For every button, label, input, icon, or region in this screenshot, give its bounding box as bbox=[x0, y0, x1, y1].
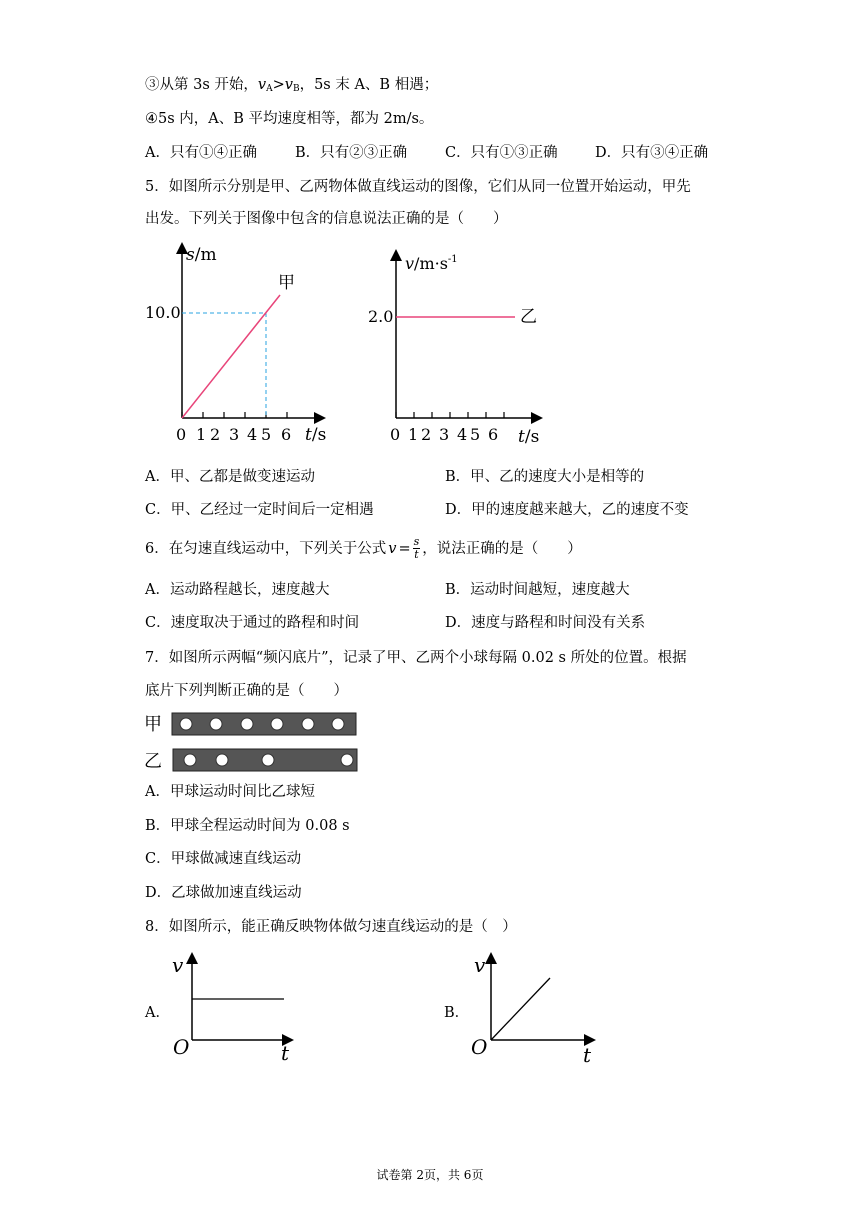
q7-option-b[interactable]: B．甲球全程运动时间为 0.08 s bbox=[145, 818, 350, 834]
svg-text:0: 0 bbox=[390, 425, 401, 444]
q4-option-a[interactable]: A．只有①④正确 bbox=[145, 145, 257, 161]
q4-option-d[interactable]: D．只有③④正确 bbox=[595, 145, 709, 161]
q7-option-c[interactable]: C．甲球做减速直线运动 bbox=[145, 851, 302, 867]
strip1 bbox=[172, 713, 356, 735]
graph-a-origin: O bbox=[173, 1035, 190, 1059]
q5-graph-s-t bbox=[140, 240, 340, 450]
q5-option-a[interactable]: A．甲、乙都是做变速运动 bbox=[145, 469, 315, 485]
q6-stem: 6．在匀速直线运动中，下列关于公式 v = $\frac{s}{t}$ ，说法正确的是（ ） bbox=[145, 535, 582, 561]
q7-option-a[interactable]: A．甲球运动时间比乙球短 bbox=[145, 784, 315, 800]
svg-text:1: 1 bbox=[408, 425, 419, 444]
graph1-yvalue: 10.0 bbox=[145, 303, 181, 322]
svg-text:3: 3 bbox=[439, 425, 450, 444]
q6-formula: v = $\frac{s}{t}$ bbox=[388, 535, 420, 561]
svg-text:4: 4 bbox=[247, 425, 258, 444]
svg-text:5: 5 bbox=[470, 425, 481, 444]
q4-option-c[interactable]: C．只有①③正确 bbox=[445, 145, 558, 161]
q7-option-d[interactable]: D．乙球做加速直线运动 bbox=[145, 885, 302, 901]
graph-b-line bbox=[491, 978, 550, 1040]
svg-text:2: 2 bbox=[421, 425, 432, 444]
q8-stem: 8．如图所示，能正确反映物体做匀速直线运动的是（ ） bbox=[145, 919, 517, 935]
q8-option-a-label[interactable]: A． bbox=[145, 1005, 170, 1021]
q5-graph-v-t bbox=[355, 240, 555, 450]
q7-stem-line-1: 7．如图所示两幅“频闪底片”，记录了甲、乙两个小球每隔 0.02 s 所处的位置。根据 bbox=[145, 650, 687, 666]
q7-stem-line-2: 底片下列判断正确的是（ ） bbox=[145, 683, 348, 699]
svg-text:6: 6 bbox=[488, 425, 499, 444]
q5-stem-line-2: 出发。下列关于图像中包含的信息说法正确的是（ ） bbox=[145, 211, 508, 227]
graph-b-ylabel: v bbox=[474, 953, 486, 977]
q4-option-b[interactable]: B．只有②③正确 bbox=[295, 145, 408, 161]
q8-option-b-label[interactable]: B． bbox=[444, 1005, 470, 1021]
graph-b-xlabel: t bbox=[583, 1043, 592, 1067]
strip2-label: 乙 bbox=[144, 751, 162, 772]
q6-option-d[interactable]: D．速度与路程和时间没有关系 bbox=[445, 615, 646, 631]
q4-statement-3: ③从第 3s 开始，$v_A>v_B$，5s 末 A、B 相遇； bbox=[145, 77, 439, 94]
q6-option-a[interactable]: A．运动路程越长，速度越大 bbox=[145, 582, 330, 598]
svg-text:5: 5 bbox=[261, 425, 272, 444]
q5-stem-line-1: 5．如图所示分别是甲、乙两物体做直线运动的图像，它们从同一位置开始运动，甲先 bbox=[145, 179, 691, 195]
graph1-series-label: 甲 bbox=[278, 273, 295, 293]
graph-b-origin: O bbox=[471, 1035, 488, 1059]
graph2-xlabel: t/s bbox=[518, 427, 540, 447]
graph2-ylabel: $v/m\cdot s^{-1}$ bbox=[405, 254, 458, 273]
graph1-ylabel: s/m bbox=[186, 245, 217, 265]
svg-text:3: 3 bbox=[229, 425, 240, 444]
q4-statement-4: ④5s 内，A、B 平均速度相等，都为 2m/s。 bbox=[145, 111, 434, 127]
graph1-xlabel: t/s bbox=[305, 425, 327, 445]
q5-option-c[interactable]: C．甲、乙经过一定时间后一定相遇 bbox=[145, 502, 374, 518]
q5-option-b[interactable]: B．甲、乙的速度大小是相等的 bbox=[445, 469, 645, 485]
q8-graph-b bbox=[470, 950, 600, 1070]
q8-graph-a bbox=[170, 950, 300, 1070]
svg-text:2: 2 bbox=[210, 425, 221, 444]
svg-text:1: 1 bbox=[196, 425, 207, 444]
strip1-label: 甲 bbox=[144, 714, 162, 735]
graph2-yvalue: 2.0 bbox=[368, 307, 394, 326]
q6-option-b[interactable]: B．运动时间越短，速度越大 bbox=[445, 582, 630, 598]
graph1-ticks bbox=[182, 412, 287, 418]
q6-option-c[interactable]: C．速度取决于通过的路程和时间 bbox=[145, 615, 360, 631]
q5-option-d[interactable]: D．甲的速度越来越大，乙的速度不变 bbox=[445, 502, 689, 518]
q7-flash-strips bbox=[142, 708, 372, 774]
page-footer: 试卷第 2页，共 6页 bbox=[376, 1168, 484, 1182]
graph-a-xlabel: t bbox=[281, 1041, 290, 1065]
graph-a-ylabel: v bbox=[172, 953, 184, 977]
graph1-tick-labels bbox=[176, 425, 291, 444]
graph2-ticks bbox=[396, 412, 504, 418]
svg-text:6: 6 bbox=[281, 425, 292, 444]
graph2-tick-labels bbox=[390, 425, 498, 444]
svg-text:4: 4 bbox=[457, 425, 468, 444]
svg-text:0: 0 bbox=[176, 425, 187, 444]
graph2-series-label: 乙 bbox=[520, 307, 537, 327]
